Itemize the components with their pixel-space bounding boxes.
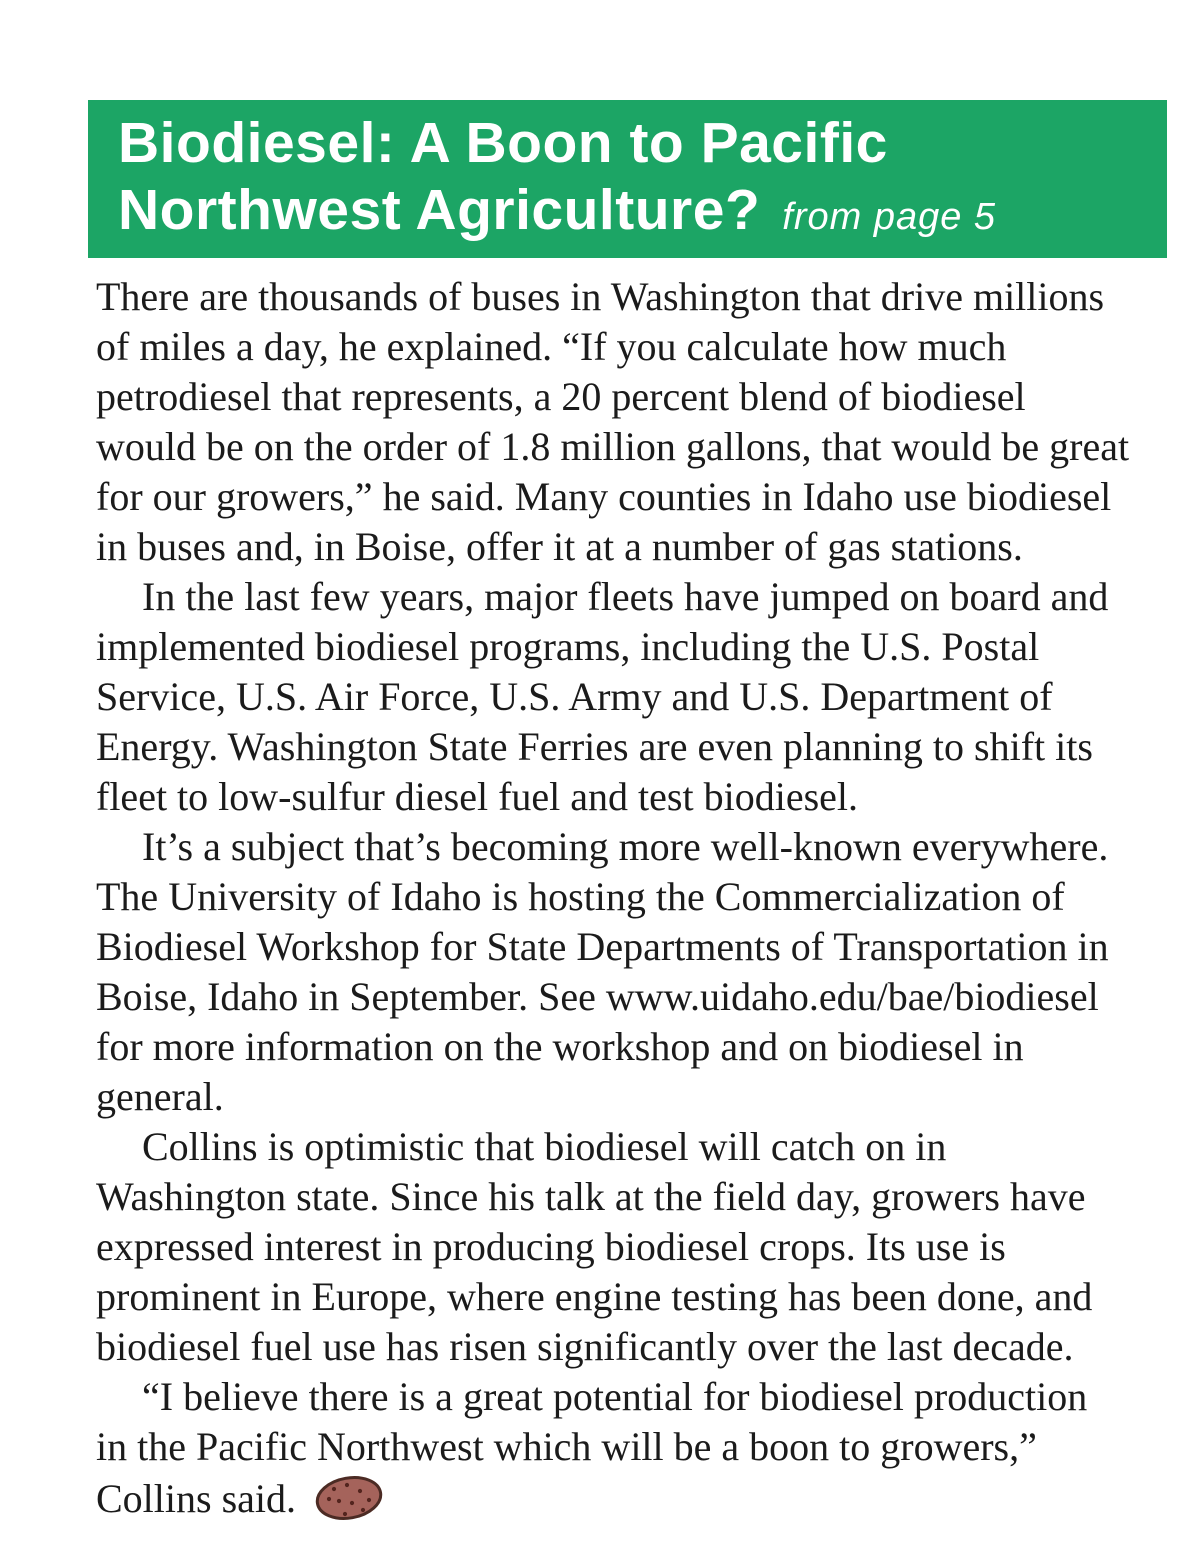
text-line: implemented biodiesel programs, including the U.S. Postal — [96, 624, 1040, 669]
text-line: “I believe there is a great potential for biodiesel production — [142, 1374, 1088, 1419]
text-line: There are thousands of buses in Washington that drive millions — [96, 274, 1105, 319]
text-line: Service, U.S. Air Force, U.S. Army and U.S. Department of — [96, 674, 1053, 719]
text-line: The University of Idaho is hosting the Commercialization of — [96, 874, 1065, 919]
article-title-line2: Northwest Agriculture? — [118, 178, 761, 242]
article-body — [96, 272, 1181, 1522]
text-line: fleet to low-sulfur diesel fuel and test biodiesel. — [96, 774, 859, 819]
text-line: Collins is optimistic that biodiesel will catch on in — [142, 1124, 947, 1169]
text-line: of miles a day, he explained. “If you calculate how much — [96, 324, 1007, 369]
text-line: in the Pacific Northwest which will be a boon to growers,” — [96, 1424, 1037, 1469]
text-line: for our growers,” he said. Many counties in Idaho use biodiesel — [96, 474, 1112, 519]
text-line: for more information on the workshop and on biodiesel in — [96, 1024, 1024, 1069]
article-title-line1: Biodiesel: A Boon to Pacific — [118, 111, 888, 175]
text-line: Washington state. Since his talk at the field day, growers have — [96, 1174, 1086, 1219]
paragraph — [96, 572, 1181, 822]
text-line: expressed interest in producing biodiesel crops. Its use is — [96, 1224, 1006, 1269]
text-line: In the last few years, major fleets have jumped on board and — [142, 574, 1109, 619]
potato-end-mark-icon — [312, 1472, 386, 1524]
text-line: petrodiesel that represents, a 20 percent blend of biodiesel — [96, 374, 1026, 419]
article-header-banner — [88, 100, 1167, 258]
paragraph — [96, 1122, 1181, 1372]
text-line: Energy. Washington State Ferries are even planning to shift its — [96, 724, 1093, 769]
text-line: would be on the order of 1.8 million gallons, that would be great — [96, 424, 1130, 469]
text-line: Boise, Idaho in September. See www.uidaho.edu/bae/biodiesel — [96, 974, 1099, 1019]
continued-from-note: from page 5 — [782, 196, 997, 238]
paragraph — [96, 272, 1181, 572]
text-line: in buses and, in Boise, offer it at a number of gas stations. — [96, 524, 1023, 569]
article-title — [118, 110, 1167, 251]
text-line: It’s a subject that’s becoming more well-known everywhere. — [142, 824, 1109, 869]
text-line: Collins said. — [96, 1472, 1181, 1522]
text-line: general. — [96, 1074, 224, 1119]
text-line: prominent in Europe, where engine testing has been done, and — [96, 1274, 1093, 1319]
text-line: Biodiesel Workshop for State Departments of Transportation in — [96, 924, 1109, 969]
text-line: biodiesel fuel use has risen significantly over the last decade. — [96, 1324, 1074, 1369]
paragraph — [96, 822, 1181, 1122]
paragraph — [96, 1372, 1181, 1522]
